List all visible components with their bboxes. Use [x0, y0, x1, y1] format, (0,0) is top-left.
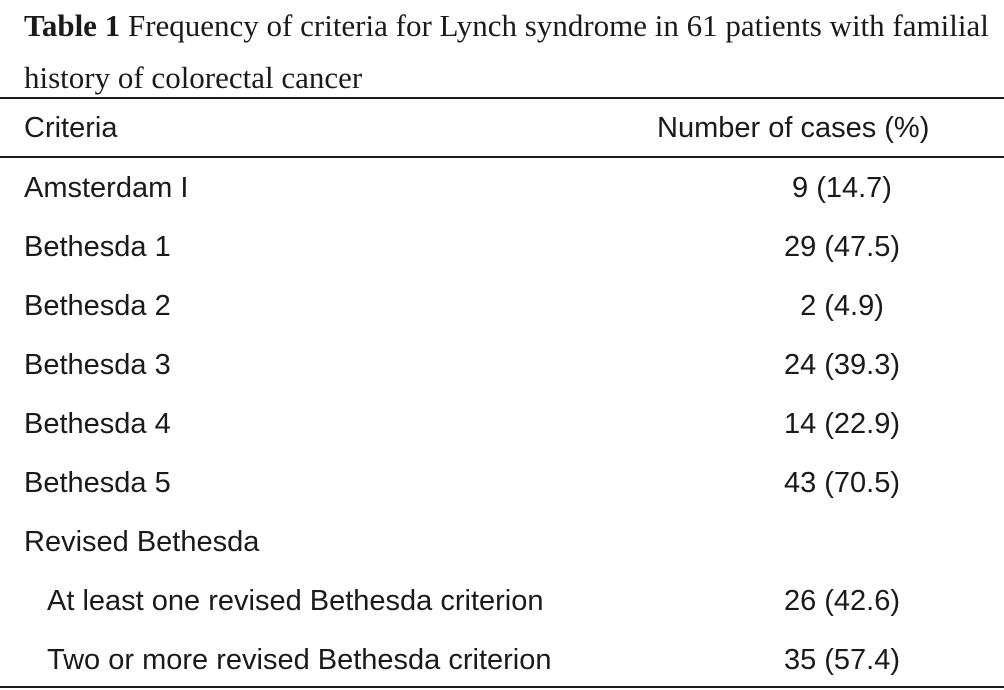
row-value: 2 (4.9) — [800, 290, 884, 322]
header-criteria: Criteria — [24, 112, 118, 144]
table-row — [0, 158, 1004, 217]
table-title: Frequency of criteria for Lynch syndrome in 61 patients with familial history of colorectal cancer — [24, 8, 989, 95]
table-row — [0, 335, 1004, 394]
row-criteria: Bethesda 4 — [24, 408, 171, 440]
row-criteria: Amsterdam I — [24, 172, 189, 204]
table-row-indented — [0, 630, 1004, 689]
row-value: 43 (70.5) — [783, 467, 901, 499]
row-value: 9 (14.7) — [792, 172, 892, 204]
row-criteria: Bethesda 3 — [24, 349, 171, 381]
row-value: 29 (47.5) — [783, 231, 901, 263]
row-criteria: Two or more revised Bethesda criterion — [47, 644, 552, 676]
table-body — [0, 158, 1004, 689]
table-row-indented — [0, 571, 1004, 630]
row-criteria: Bethesda 1 — [24, 231, 171, 263]
table-row — [0, 453, 1004, 512]
row-criteria: Bethesda 2 — [24, 290, 171, 322]
row-value: 24 (39.3) — [783, 349, 901, 381]
table-caption — [24, 0, 994, 104]
row-criteria: Revised Bethesda — [24, 526, 260, 558]
table-row — [0, 276, 1004, 335]
header-number-of-cases: Number of cases (%) — [657, 112, 930, 144]
table-label: Table 1 — [24, 8, 121, 43]
table-row-group-heading — [0, 512, 1004, 571]
row-value: 35 (57.4) — [783, 644, 901, 676]
row-value: 14 (22.9) — [783, 408, 901, 440]
row-criteria: Bethesda 5 — [24, 467, 171, 499]
row-value: 26 (42.6) — [783, 585, 901, 617]
table-row — [0, 394, 1004, 453]
row-criteria: At least one revised Bethesda criterion — [47, 585, 544, 617]
table-bottom-rule — [0, 686, 1004, 688]
table-row — [0, 217, 1004, 276]
table-top-rule — [0, 97, 1004, 99]
